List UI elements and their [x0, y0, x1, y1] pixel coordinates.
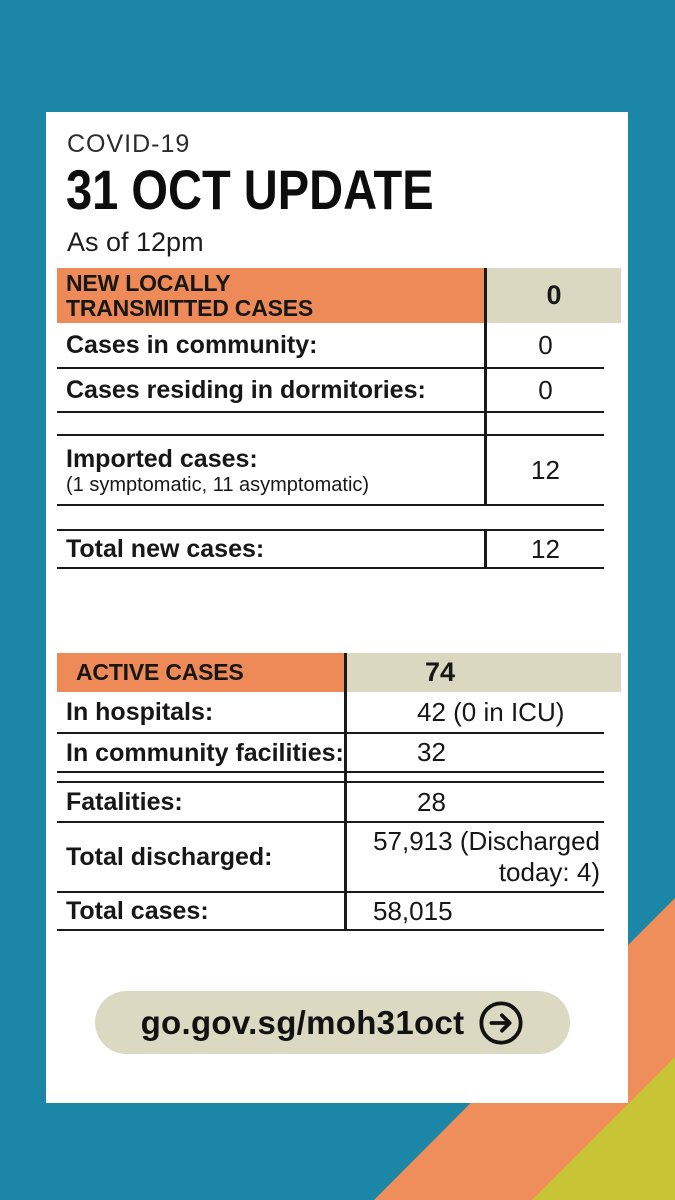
- row-label: Cases in community:: [66, 331, 318, 359]
- new-cases-header-value: 0: [484, 268, 621, 323]
- row-label: Total new cases:: [66, 535, 265, 563]
- arrow-right-circle-icon: [478, 1000, 524, 1046]
- new-cases-table: [57, 268, 628, 569]
- table-row: [57, 823, 604, 893]
- page-title: 31 OCT UPDATE: [66, 158, 434, 221]
- active-cases-header-value: 74: [344, 653, 621, 692]
- kicker-covid19: COVID-19: [67, 130, 191, 158]
- active-cases-table: [57, 653, 628, 931]
- table-row: [57, 369, 604, 413]
- row-label: In community facilities:: [66, 738, 344, 767]
- as-of-timestamp: As of 12pm: [67, 227, 204, 257]
- row-value: 12: [484, 531, 604, 567]
- table-row: [57, 323, 604, 369]
- row-label: Fatalities:: [66, 788, 183, 816]
- row-value: 0: [484, 323, 604, 367]
- link-button-label: go.gov.sg/moh31oct: [140, 1003, 465, 1041]
- row-label: Total cases:: [66, 897, 209, 925]
- table-row: [57, 734, 604, 773]
- active-cases-header-row: [57, 653, 621, 692]
- row-label: Cases residing in dormitories:: [66, 376, 426, 404]
- link-button[interactable]: [95, 991, 570, 1054]
- row-value: 57,913 (Discharged today: 4): [344, 823, 604, 891]
- new-cases-header-row: [57, 268, 621, 323]
- new-cases-header-label: NEW LOCALLY TRANSMITTED CASES: [57, 268, 484, 323]
- spacer-row: [57, 413, 604, 436]
- gap-row: [57, 506, 604, 529]
- total-cases-row: [57, 893, 604, 931]
- row-label: In hospitals:: [66, 698, 214, 726]
- row-value: 0: [484, 369, 604, 411]
- row-sublabel: (1 symptomatic, 11 asymptomatic): [66, 473, 370, 496]
- table-row: [57, 692, 604, 734]
- table-row: [57, 436, 604, 506]
- total-new-cases-row: [57, 529, 604, 569]
- row-value: 28: [344, 783, 604, 821]
- row-value: 58,015: [344, 893, 604, 929]
- row-label: Total discharged:: [66, 843, 273, 871]
- active-cases-header-label: ACTIVE CASES: [57, 653, 344, 692]
- update-card: [46, 112, 628, 1103]
- spacer-row: [57, 773, 604, 783]
- table-row: [57, 783, 604, 823]
- row-value: 12: [484, 436, 604, 504]
- row-label: Imported cases:: [66, 444, 258, 473]
- row-value: 32: [344, 734, 604, 771]
- row-value: 42 (0 in ICU): [344, 692, 604, 732]
